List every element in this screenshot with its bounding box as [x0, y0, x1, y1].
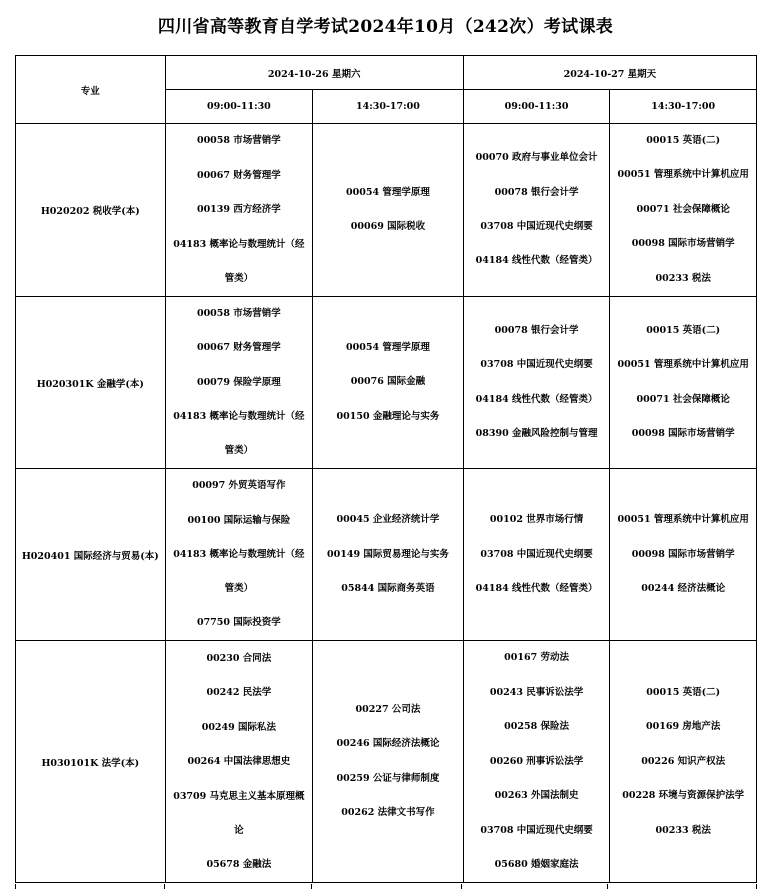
course-entry: 00097 外贸英语写作 [192, 480, 286, 492]
course-entry: 00263 外国法制史 [494, 790, 579, 802]
session-cell [313, 469, 464, 641]
course-entry: 00071 社会保障概论 [636, 393, 730, 405]
course-entry: 00150 金融理论与实务 [336, 410, 440, 422]
course-entry: 00015 英语(二) [646, 135, 721, 146]
session-cell [165, 641, 313, 883]
session-cell [313, 297, 464, 469]
course-entry: 00054 管理学原理 [346, 342, 430, 354]
session-header: 09:00-11:30 [165, 90, 313, 124]
course-entry: 04184 线性代数（经管类） [475, 255, 598, 267]
course-entry: 00069 国际税收 [350, 221, 426, 233]
course-entry: 00228 环境与资源保护法学 [622, 790, 745, 802]
course-entry: 07750 国际投资学 [196, 617, 281, 629]
date-header-day-2: 2024-10-27 星期天 [463, 56, 756, 90]
course-entry: 00149 国际贸易理论与实务 [327, 548, 449, 560]
session-cell [463, 297, 610, 469]
course-entry: 00045 企业经济统计学 [336, 514, 440, 526]
course-entry: 00233 税法 [655, 272, 711, 284]
course-entry: 04184 线性代数（经管类） [475, 393, 598, 405]
course-entry: 05678 金融法 [206, 858, 272, 870]
course-entry: 00079 保险学原理 [196, 376, 281, 388]
course-entry: 00071 社会保障概论 [636, 203, 730, 215]
table-row [16, 469, 757, 641]
session-header: 14:30-17:00 [313, 90, 464, 124]
course-entry: 00076 国际金融 [350, 376, 426, 388]
course-entry: 00249 国际私法 [201, 721, 277, 733]
course-entry: 00262 法律文书写作 [341, 807, 435, 819]
course-entry: 00258 保险法 [504, 721, 569, 733]
session-cell [463, 124, 610, 297]
course-entry: 04183 概率论与数理统计（经管类） [173, 238, 305, 284]
session-cell [313, 641, 464, 883]
session-cell [610, 297, 757, 469]
course-entry: 00078 银行会计学 [494, 324, 579, 336]
course-entry: 00098 国际市场营销学 [631, 238, 735, 250]
course-entry: 00058 市场营销学 [196, 135, 281, 147]
course-entry: 03708 中国近现代史纲要 [480, 824, 593, 836]
course-entry: 00243 民事诉讼法学 [489, 686, 584, 698]
course-entry: 00167 劳动法 [504, 652, 569, 664]
major-cell: H020301K 金融学(本) [16, 297, 166, 469]
course-entry: 00051 管理系统中计算机应用 [617, 514, 749, 526]
course-entry: 00098 国际市场营销学 [631, 428, 735, 440]
course-entry: 04183 概率论与数理统计（经管类） [173, 411, 305, 457]
session-cell [610, 641, 757, 883]
session-cell [463, 641, 610, 883]
table-continuation-edge [15, 884, 757, 889]
major-cell: H020202 税收学(本) [16, 124, 166, 297]
course-entry: 03708 中国近现代史纲要 [480, 221, 593, 233]
major-cell: H030101K 法学(本) [16, 641, 166, 883]
course-entry: 00264 中国法律思想史 [187, 756, 291, 768]
course-entry: 00230 合同法 [206, 652, 272, 664]
course-entry: 00058 市场营销学 [196, 308, 281, 320]
course-entry: 00051 管理系统中计算机应用 [617, 359, 749, 371]
course-entry: 00051 管理系统中计算机应用 [617, 169, 749, 181]
header-row-dates [16, 56, 757, 90]
course-entry: 00259 公证与律师制度 [336, 772, 440, 784]
course-entry: 04184 线性代数（经管类） [475, 583, 598, 595]
course-entry: 00169 房地产法 [646, 721, 721, 733]
session-cell [313, 124, 464, 297]
course-entry: 00246 国际经济法概论 [336, 738, 440, 750]
course-entry: 00233 税法 [655, 824, 711, 836]
course-entry: 00226 知识产权法 [641, 755, 726, 767]
session-cell [610, 469, 757, 641]
course-entry: 00078 银行会计学 [494, 186, 579, 198]
date-header-day-1: 2024-10-26 星期六 [165, 56, 463, 90]
course-entry: 03708 中国近现代史纲要 [480, 359, 593, 371]
session-cell [165, 469, 313, 641]
page-title: 四川省高等教育自学考试2024年10月（242次）考试课表 [157, 17, 614, 37]
session-cell [165, 124, 313, 297]
course-entry: 00054 管理学原理 [346, 186, 430, 198]
session-cell [463, 469, 610, 641]
course-entry: 00067 财务管理学 [196, 169, 281, 181]
course-entry: 00227 公司法 [355, 704, 421, 716]
course-entry: 00100 国际运输与保险 [187, 514, 291, 526]
course-entry: 04183 概率论与数理统计（经管类） [173, 549, 305, 595]
course-entry: 00070 政府与事业单位会计 [475, 152, 598, 164]
course-entry: 00244 经济法概论 [641, 583, 726, 595]
table-row [16, 124, 757, 297]
course-entry: 00015 英语(二) [646, 686, 721, 698]
session-cell [610, 124, 757, 297]
course-entry: 05680 婚姻家庭法 [494, 858, 579, 870]
session-header: 14:30-17:00 [610, 90, 757, 124]
course-entry: 08390 金融风险控制与管理 [475, 428, 598, 440]
session-cell [165, 297, 313, 469]
table-row [16, 641, 757, 883]
exam-schedule-table [15, 55, 757, 883]
course-entry: 00015 英语(二) [646, 324, 721, 336]
session-header: 09:00-11:30 [463, 90, 610, 124]
course-entry: 00242 民法学 [206, 687, 272, 699]
course-entry: 05844 国际商务英语 [341, 583, 435, 595]
course-entry: 00260 刑事诉讼法学 [489, 755, 584, 767]
course-entry: 00098 国际市场营销学 [631, 548, 735, 560]
course-entry: 03708 中国近现代史纲要 [480, 548, 593, 560]
major-header: 专业 [16, 56, 166, 124]
course-entry: 00102 世界市场行情 [489, 514, 584, 526]
major-cell: H020401 国际经济与贸易(本) [16, 469, 166, 641]
course-entry: 00067 财务管理学 [196, 342, 281, 354]
table-row [16, 297, 757, 469]
course-entry: 00139 西方经济学 [196, 204, 281, 216]
course-entry: 03709 马克思主义基本原理概论 [173, 790, 305, 836]
